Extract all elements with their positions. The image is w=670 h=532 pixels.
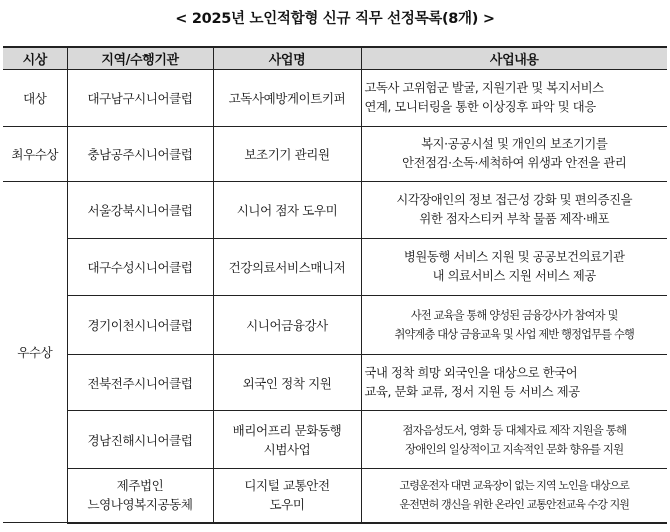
project-content-cell [361, 296, 667, 355]
header-project-content: 사업내용 [361, 47, 667, 70]
project-name-cell: 시니어 점자 도우미 [213, 182, 361, 239]
project-content-cell [361, 411, 667, 469]
project-content-cell [361, 239, 667, 296]
content-line: 시각장애인의 정보 접근성 강화 및 편의증진을 [396, 193, 633, 207]
project-name-cell: 고독사예방게이트키퍼 [213, 70, 361, 127]
table-row [3, 469, 667, 523]
document-title: < 2025년 노인적합형 신규 직무 선정목록(8개) > [175, 11, 495, 27]
organization-cell [67, 469, 213, 523]
content-line: 고독사 고위험군 발굴, 지원기관 및 복지서비스 [364, 81, 604, 95]
header-award: 시상 [3, 47, 67, 70]
content-line: 장애인의 일상적이고 지속적인 문화 향유를 지원 [405, 441, 624, 456]
organization-cell: 대구남구시니어클럽 [67, 70, 213, 127]
organization-cell: 전북전주시니어클럽 [67, 355, 213, 411]
organization-cell: 경기이천시니어클럽 [67, 296, 213, 355]
organization-cell: 경남진해시니어클럽 [67, 411, 213, 469]
table-row [3, 411, 667, 469]
award-cell: 최우수상 [3, 127, 67, 182]
job-selection-table [3, 46, 667, 524]
table-row [3, 239, 667, 296]
header-organization: 지역/수행기관 [67, 47, 213, 70]
content-line: 복지·공공시설 및 개인의 보조기기를 [421, 137, 608, 151]
project-name-line: 배리어프리 문화동행 [232, 422, 342, 438]
table-row [3, 70, 667, 127]
project-name-cell [213, 469, 361, 523]
project-content-cell [361, 70, 667, 127]
content-line: 점자음성도서, 영화 등 대체자료 제작 지원을 통해 [402, 422, 627, 437]
content-line: 사전 교육을 통해 양성된 금융강사가 참여자 및 [410, 309, 618, 322]
content-line: 병원동행 서비스 지원 및 공공보건의료기관 [403, 250, 625, 264]
project-content-cell [361, 182, 667, 239]
table-row [3, 127, 667, 182]
organization-line: 제주법인 [116, 478, 164, 494]
content-line: 취약계층 대상 금융교육 및 사업 제반 행정업무를 수행 [394, 328, 634, 341]
header-project-name: 사업명 [213, 47, 361, 70]
content-line: 고령운전자 대면 교육장이 없는 지역 노인을 대상으로 [399, 479, 630, 493]
content-line: 연계, 모니터링을 통한 이상징후 파악 및 대응 [364, 100, 596, 114]
content-line: 국내 정착 희망 외국인을 대상으로 한국어 [364, 365, 578, 380]
award-cell: 우수상 [3, 182, 67, 523]
content-line: 안전점검·소독·세척하여 위생과 안전을 관리 [402, 156, 627, 170]
content-line: 운전면허 갱신을 위한 온라인 교통안전교육 수강 지원 [399, 498, 630, 512]
project-name-cell: 건강의료서비스매니저 [213, 239, 361, 296]
organization-cell: 서울강북시니어클럽 [67, 182, 213, 239]
table-header-row [3, 47, 667, 70]
project-content-cell [361, 469, 667, 523]
project-name-cell: 외국인 정착 지원 [213, 355, 361, 411]
project-name-line: 디지털 교통안전 [244, 478, 330, 494]
organization-cell: 대구수성시니어클럽 [67, 239, 213, 296]
project-name-cell: 보조기기 관리원 [213, 127, 361, 182]
table-row [3, 182, 667, 239]
project-content-cell [361, 127, 667, 182]
project-name-cell: 시니어금융강사 [213, 296, 361, 355]
content-line: 내 의료서비스 지원 서비스 제공 [432, 269, 596, 283]
table-row [3, 355, 667, 411]
content-line: 교육, 문화 교류, 정서 지원 등 서비스 제공 [364, 384, 580, 399]
table-row [3, 296, 667, 355]
project-name-line: 도우미 [269, 497, 305, 513]
content-line: 위한 점자스티커 부착 물품 제작·배포 [419, 212, 610, 226]
project-content-cell [361, 355, 667, 411]
organization-cell: 충남공주시니어클럽 [67, 127, 213, 182]
organization-line: 느영나영복지공동체 [87, 497, 193, 513]
award-cell: 대상 [3, 70, 67, 127]
project-name-cell [213, 411, 361, 469]
project-name-line: 시범사업 [263, 441, 311, 457]
